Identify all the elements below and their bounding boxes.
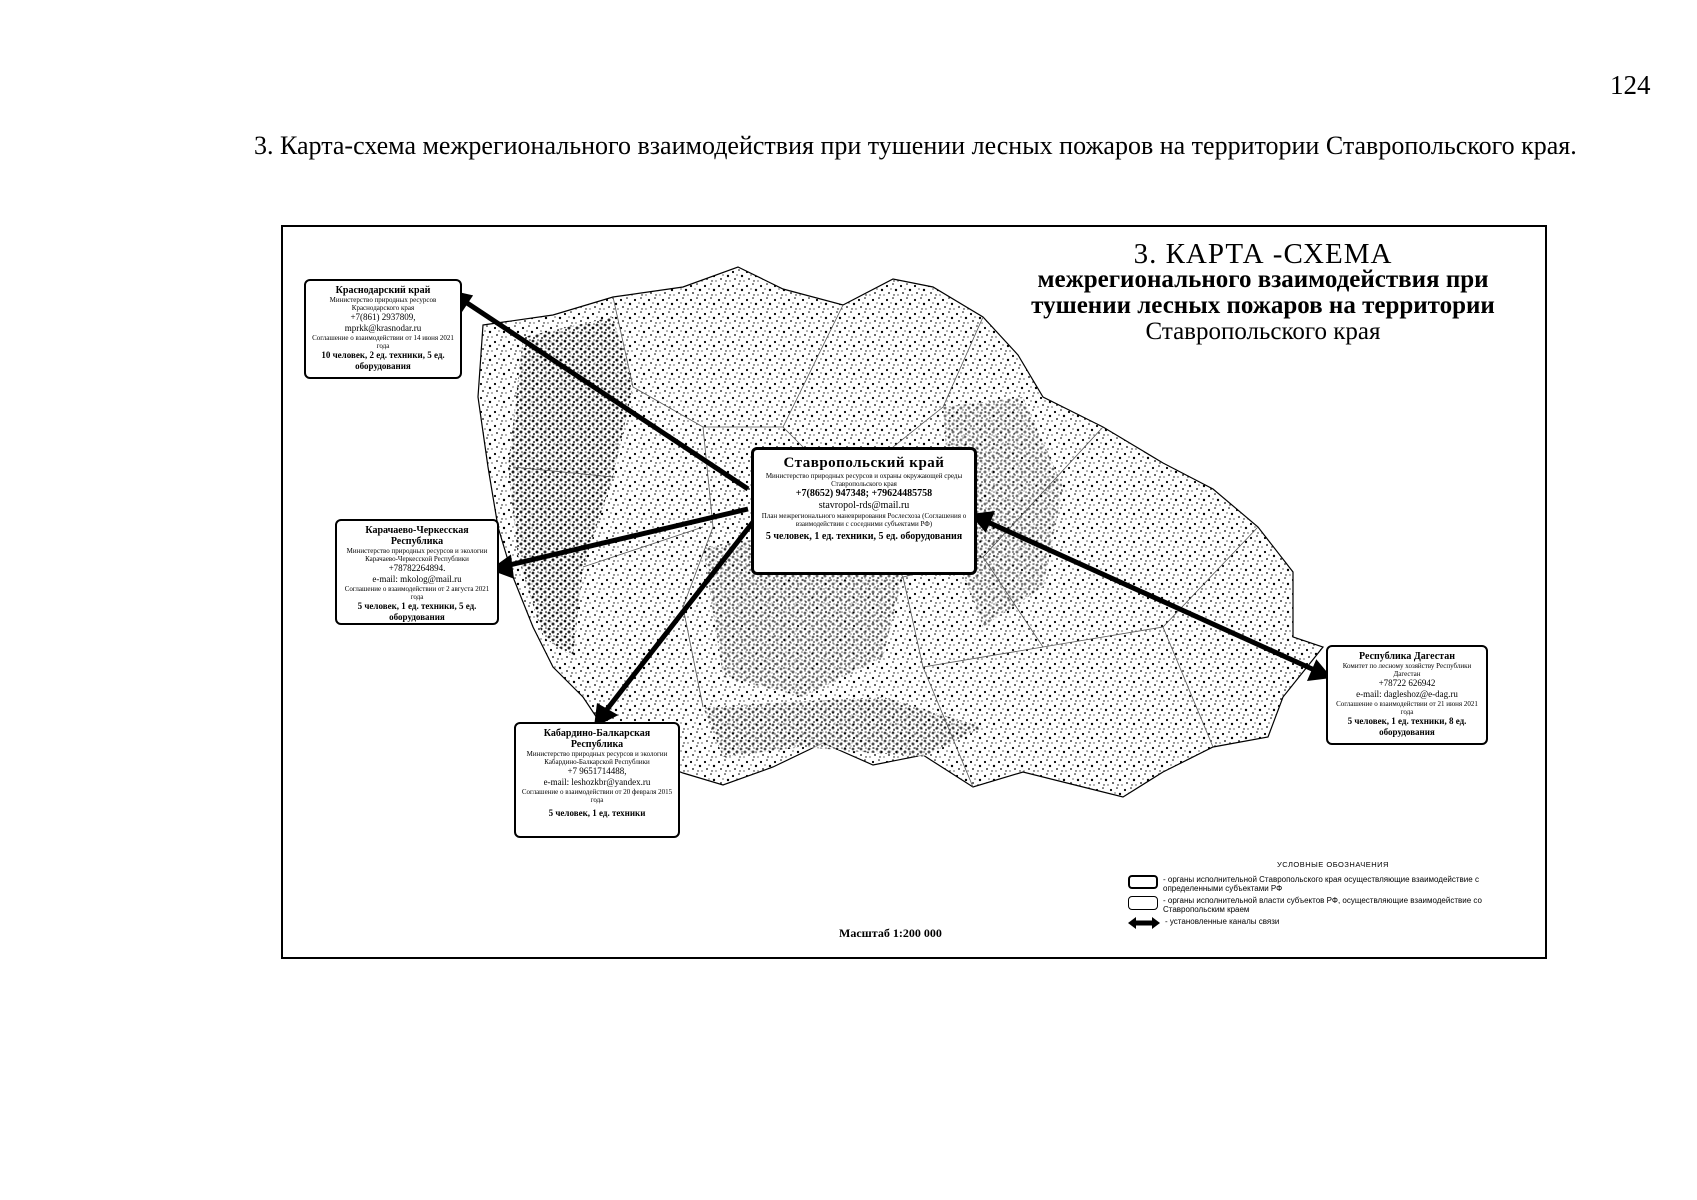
box-kbr-name: Кабардино-Балкарская Республика (543, 728, 651, 750)
box-dagestan-phone: +78722 626942 (1378, 678, 1436, 688)
box-stavropol-org: Министерство природных ресурсов и охраны окружающей среды Ставропольского края (765, 472, 963, 488)
legend-text-1: - органы исполнительной Ставропольского края осуществляющие взаимодействие с определенными субъектами РФ (1163, 875, 1479, 893)
legend-text-3: - установленные каналы связи (1165, 917, 1280, 926)
box-kbr-agreement: Соглашение о взаимодействии от 20 февраля 2015 года (521, 788, 673, 804)
double-arrow-icon (1128, 917, 1160, 929)
figure-title-line3: тушении лесных пожаров на территории (1031, 292, 1495, 319)
box-dagestan-agreement: Соглашение о взаимодействии от 21 июня 2021 года (1336, 700, 1478, 716)
box-kbr-email: e-mail: leshozkbr@yandex.ru (543, 777, 651, 787)
box-krasnodar-resources: 10 человек, 2 ед. техники, 5 ед. оборудования (321, 350, 445, 371)
map-figure (281, 225, 1547, 959)
box-stavropol-phone: +7(8652) 947348; +79624485758 (795, 488, 933, 499)
box-kchr-agreement: Соглашение о взаимодействии от 2 августа 2021 года (344, 585, 490, 601)
section-heading: 3. Карта-схема межрегионального взаимодействия при тушении лесных пожаров на территории Ставропольского края. (254, 131, 1577, 160)
box-stavropol-agreement: План межрегионального маневрирования Рослесхоза (Соглашения о взаимодействии с соседними субъектами РФ) (761, 512, 967, 528)
box-kchr-email: e-mail: mkolog@mail.ru (372, 574, 462, 584)
legend-row-stavropol-bodies (1128, 875, 1538, 893)
figure-title-line4: Ставропольского края (1145, 318, 1381, 345)
legend-row-channels (1128, 917, 1538, 929)
box-krasnodar (304, 279, 462, 379)
legend-swatch-bold (1128, 875, 1158, 889)
box-stavropol-resources: 5 человек, 1 ед. техники, 5 ед. оборудования (765, 531, 963, 542)
box-dagestan-org: Комитет по лесному хозяйству Республики Дагестан (1342, 662, 1472, 678)
box-kbr-resources: 5 человек, 1 ед. техники (548, 808, 646, 818)
box-kchr-name: Карачаево-Черкесская Республика (365, 525, 469, 547)
legend-row-subject-bodies (1128, 896, 1538, 914)
box-krasnodar-org: Министерство природных ресурсов Краснодарского края (329, 296, 437, 312)
legend-text-2: - органы исполнительной власти субъектов РФ, осуществляющие взаимодействие со Ставропольским краем (1163, 896, 1482, 914)
box-kchr-org: Министерство природных ресурсов и экологии Карачаево-Черкесской Республики (346, 547, 488, 563)
box-kchr-resources: 5 человек, 1 ед. техники, 5 ед. оборудования (357, 601, 477, 622)
box-dagestan-name: Республика Дагестан (1359, 651, 1455, 662)
box-stavropol-email: stavropol-rds@mail.ru (818, 500, 910, 511)
box-krasnodar-email: mprkk@krasnodar.ru (344, 323, 422, 333)
legend-title: УСЛОВНЫЕ ОБОЗНАЧЕНИЯ (1277, 860, 1389, 869)
box-kbr-phone: +7 9651714488, (567, 766, 627, 776)
box-kbr-org: Министерство природных ресурсов и экологии Кабардино-Балкарской Республики (526, 750, 668, 766)
box-dagestan-resources: 5 человек, 1 ед. техники, 8 ед. оборудования (1347, 716, 1467, 737)
box-stavropol-name: Ставропольский край (783, 455, 945, 471)
figure-title (983, 238, 1543, 345)
map-legend (1128, 860, 1538, 932)
box-stavropol (751, 447, 977, 575)
box-krasnodar-name: Краснодарский край (335, 285, 431, 296)
box-krasnodar-agreement: Соглашение о взаимодействии от 14 июня 2021 года (312, 334, 454, 350)
box-kchr (335, 519, 499, 625)
box-krasnodar-phone: +7(861) 2937809, (350, 312, 416, 322)
map-scale: Масштаб 1:200 000 (839, 926, 942, 940)
legend-swatch-thin (1128, 896, 1158, 910)
box-dagestan-email: e-mail: dagleshoz@e-dag.ru (1356, 689, 1458, 699)
box-kbr (514, 722, 680, 838)
figure-title-line2: межрегионального взаимодействия при (1037, 266, 1489, 293)
figure-title-line1: 3. КАРТА -СХЕМА (1133, 238, 1393, 270)
box-dagestan (1326, 645, 1488, 745)
arrow-dagestan-head (1311, 664, 1327, 678)
page-number: 124 (1610, 70, 1651, 100)
box-kchr-phone: +78782264894. (388, 563, 446, 573)
